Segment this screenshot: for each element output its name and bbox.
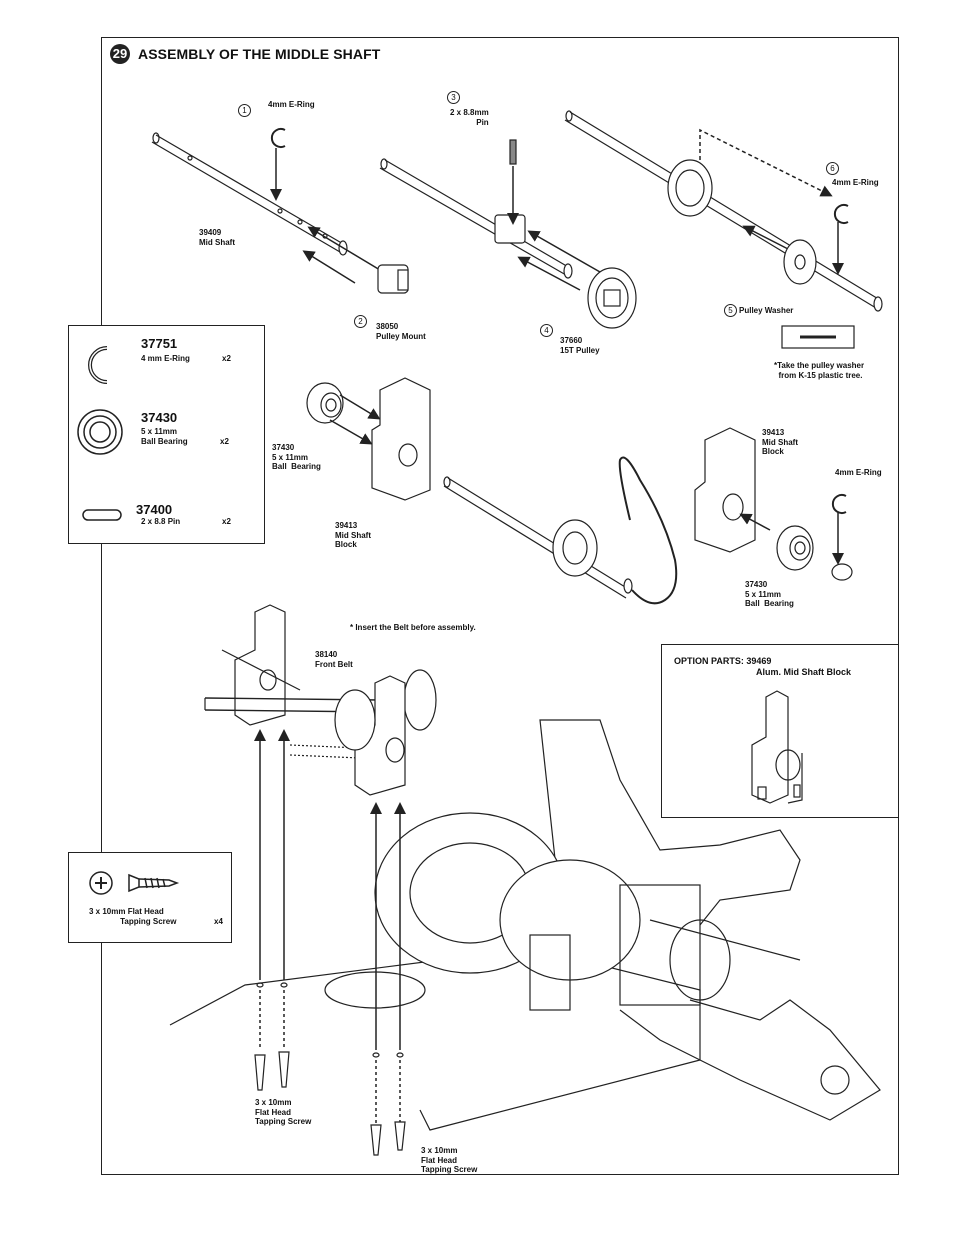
substep-4-label: 37660 15T Pulley [560, 336, 600, 355]
substep-3-badge: 3 [447, 91, 460, 104]
parts-box [68, 325, 265, 544]
pulley-mount [378, 265, 408, 293]
substep-6-badge: 6 [826, 162, 839, 175]
washer-tree-icon [782, 326, 854, 348]
bearing-right-label: 37430 5 x 11mm Ball Bearing [745, 580, 794, 608]
pin [510, 140, 516, 164]
screw-box-desc: 3 x 10mm Flat Head Tapping Screw [89, 907, 177, 926]
substep-2-badge: 2 [354, 315, 367, 328]
screw-right-label: 3 x 10mm Flat Head Tapping Screw [421, 1146, 478, 1174]
step-title: ASSEMBLY OF THE MIDDLE SHAFT [138, 46, 381, 62]
alum-block-icon [752, 691, 802, 803]
substep-1-badge: 1 [238, 104, 251, 117]
part-no-37400: 37400 [136, 502, 173, 517]
mid-shaft-label: 39409 Mid Shaft [199, 228, 235, 247]
pulley-washer [784, 240, 816, 284]
e-ring-icon [90, 348, 107, 382]
bearing-icon [78, 410, 122, 454]
substep-4-badge: 4 [540, 324, 553, 337]
belt-note: * Insert the Belt before assembly. [350, 623, 476, 632]
part-qty-37430: x2 [220, 437, 229, 446]
option-subtitle: Alum. Mid Shaft Block [756, 667, 852, 677]
part-qty-37751: x2 [222, 354, 231, 363]
mid-shaft-2 [380, 159, 572, 278]
mid-shaft-block-left [372, 378, 430, 500]
substep-3-label: 2 x 8.8mm Pin [450, 108, 489, 127]
e-ring-6 [835, 205, 848, 223]
washer-note: *Take the pulley washer from K-15 plastic tree. [774, 361, 865, 380]
pin-icon [83, 510, 121, 520]
part-no-37751: 37751 [141, 336, 178, 351]
part-desc-37751: 4 mm E-Ring [141, 354, 190, 363]
15t-pulley [588, 268, 636, 328]
substep-1-label: 4mm E-Ring [268, 100, 315, 109]
mid-shaft-block-right [695, 428, 755, 552]
bearing-left [307, 383, 343, 423]
screw-box-qty: x4 [214, 917, 223, 926]
part-desc-37430: 5 x 11mm Ball Bearing [141, 427, 188, 446]
option-parts-box [661, 644, 899, 818]
step-number-badge: 29 [110, 44, 130, 64]
mid-shaft-assembled [444, 477, 632, 598]
block-right-label: 39413 Mid Shaft Block [762, 428, 798, 456]
part-no-37430: 37430 [141, 410, 178, 425]
screw-box [68, 852, 232, 943]
screw-left-label: 3 x 10mm Flat Head Tapping Screw [255, 1098, 312, 1126]
block-left-label: 39413 Mid Shaft Block [335, 521, 371, 549]
e-ring-1 [272, 129, 285, 147]
ering-right-label: 4mm E-Ring [835, 468, 882, 477]
bearing-left-label: 37430 5 x 11mm Ball Bearing [272, 443, 321, 471]
substep-2-label: 38050 Pulley Mount [376, 322, 426, 341]
block-installed-left [222, 605, 300, 725]
block-installed-right [335, 676, 405, 795]
substep-6-label: 4mm E-Ring [832, 178, 879, 187]
screw-icon [90, 872, 177, 894]
bearing-right [777, 526, 813, 570]
option-title: OPTION PARTS: 39469 [674, 656, 772, 666]
substep-5-label: Pulley Washer [739, 306, 794, 315]
substep-5-badge: 5 [724, 304, 737, 317]
part-desc-37400: 2 x 8.8 Pin [141, 517, 181, 526]
mid-shaft-1 [152, 133, 347, 255]
front-belt-label: 38140 Front Belt [315, 650, 353, 669]
part-qty-37400: x2 [222, 517, 231, 526]
e-ring-right [833, 495, 846, 513]
